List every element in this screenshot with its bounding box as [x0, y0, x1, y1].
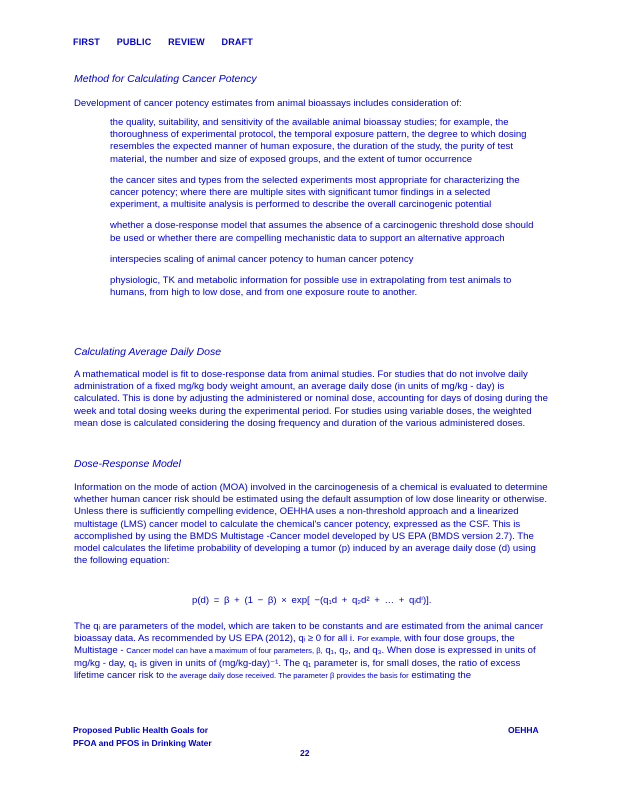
- continuation-small-1: For example,: [357, 634, 402, 644]
- list-item: [92, 175, 542, 212]
- section-heading-average-daily-dose: Calculating Average Daily Dose: [74, 346, 222, 358]
- bullet-text: interspecies scaling of animal cancer potency to human cancer potency: [110, 253, 414, 265]
- continuation-small-2: Cancer model can have a maximum of four parameters, β,: [126, 646, 323, 656]
- footer-title-line-1: Proposed Public Health Goals for: [73, 725, 209, 735]
- section-heading-dose-response: Dose-Response Model: [74, 458, 181, 470]
- footer-title-line-2: PFOA and PFOS in Drinking Water: [73, 738, 212, 748]
- continuation-text-4: estimating the: [411, 669, 472, 681]
- list-item: [92, 275, 542, 299]
- list-item: [92, 254, 542, 266]
- cancer-potency-bullet-list: [92, 117, 542, 308]
- multistage-equation: p(d) = β + (1 − β) × exp[ −(q₁d + q₂d² + … + qᵢdⁱ)].: [192, 595, 432, 606]
- page-number: 22: [300, 748, 310, 758]
- dose-response-body: Information on the mode of action (MOA) involved in the carcinogenesis of a chemical is evaluated to determine whether human cancer risk should be estimated using the default assumption of low dose linearity or otherwise. Unless there is sufficiently compelling evidence, OEHHA uses a non-threshold approach and a linearized multistage (LMS) cancer model to calculate the chemical's cancer potency, expressed as the CSF. This is accomplished by using the BMDS Multistage -Cancer model developed by US EPA (BMDS version 2.7). The model calculates the lifetime probability of developing a tumor (p) induced by an average daily dose (d) using the following equation:: [74, 482, 548, 567]
- list-item: [92, 117, 542, 166]
- average-daily-dose-body: A mathematical model is fit to dose-response data from animal studies. For studies that do not involve daily administration of a fixed mg/kg body weight amount, an average daily dose (in units of mg/kg - day) is calculated. This is done by adjusting the administered or nominal dose, accounting for days of dosing during the week and total dosing weeks during the experimental period. For studies using variable doses, the weighted mean dose is calculated considering the dosing frequency and duration of the various administered doses.: [74, 369, 548, 429]
- bullet-text: the cancer sites and types from the selected experiments most appropriate for characterizing the cancer potency; where there are multiple sites with significant tumor findings in a selected experiment, a multisite analysis is performed to describe the overall carcinogenic potential: [110, 174, 520, 211]
- section-heading-cancer-potency: Method for Calculating Cancer Potency: [74, 73, 257, 85]
- continuation-text-1: The qᵢ are parameters of the model, which are taken to be constants and are estimated from the animal cancer bioassay data. As recommended by US EPA (2012), qᵢ ≥ 0 for all i.: [74, 621, 544, 645]
- bullet-text: whether a dose-response model that assumes the absence of a carcinogenic threshold dose should be used or whether there are compelling mechanistic data to support an alternative approach: [110, 220, 534, 244]
- page-header: FIRST PUBLIC REVIEW DRAFT: [73, 37, 253, 47]
- list-item: [92, 220, 542, 244]
- continuation-small-3: the average daily dose received. The parameter β provides the basis for: [166, 670, 409, 680]
- bullet-text: physiologic, TK and metabolic information for possible use in extrapolating from test animals to humans, from high to low dose, and from one exposure route to another.: [110, 275, 512, 299]
- continuation-text-2: with four dose groups, the Multistage -: [74, 633, 515, 657]
- bullet-text: the quality, suitability, and sensitivity of the available animal bioassay studies; for example, the thoroughness of experimental protocol, the temporal exposure pattern, the degree to which dosing resembles the expected manner of human exposure, the duration of the study, the purity of test material, the number and size of exposed groups, and the extent of tumor occurrence: [110, 117, 527, 165]
- continuation-text-3: q₁, q₂, and q₃. When dose is expressed in units of mg/kg - day, q₁ is given in units of (mg/kg-day)⁻¹. The q₁ parameter is, for small doses, the ratio of excess lifetime cancer risk to: [74, 645, 536, 681]
- dose-response-continuation: [74, 621, 548, 682]
- footer-agency: OEHHA: [508, 725, 539, 735]
- cancer-potency-intro: Development of cancer potency estimates from animal bioassays includes consideration of:: [74, 98, 462, 109]
